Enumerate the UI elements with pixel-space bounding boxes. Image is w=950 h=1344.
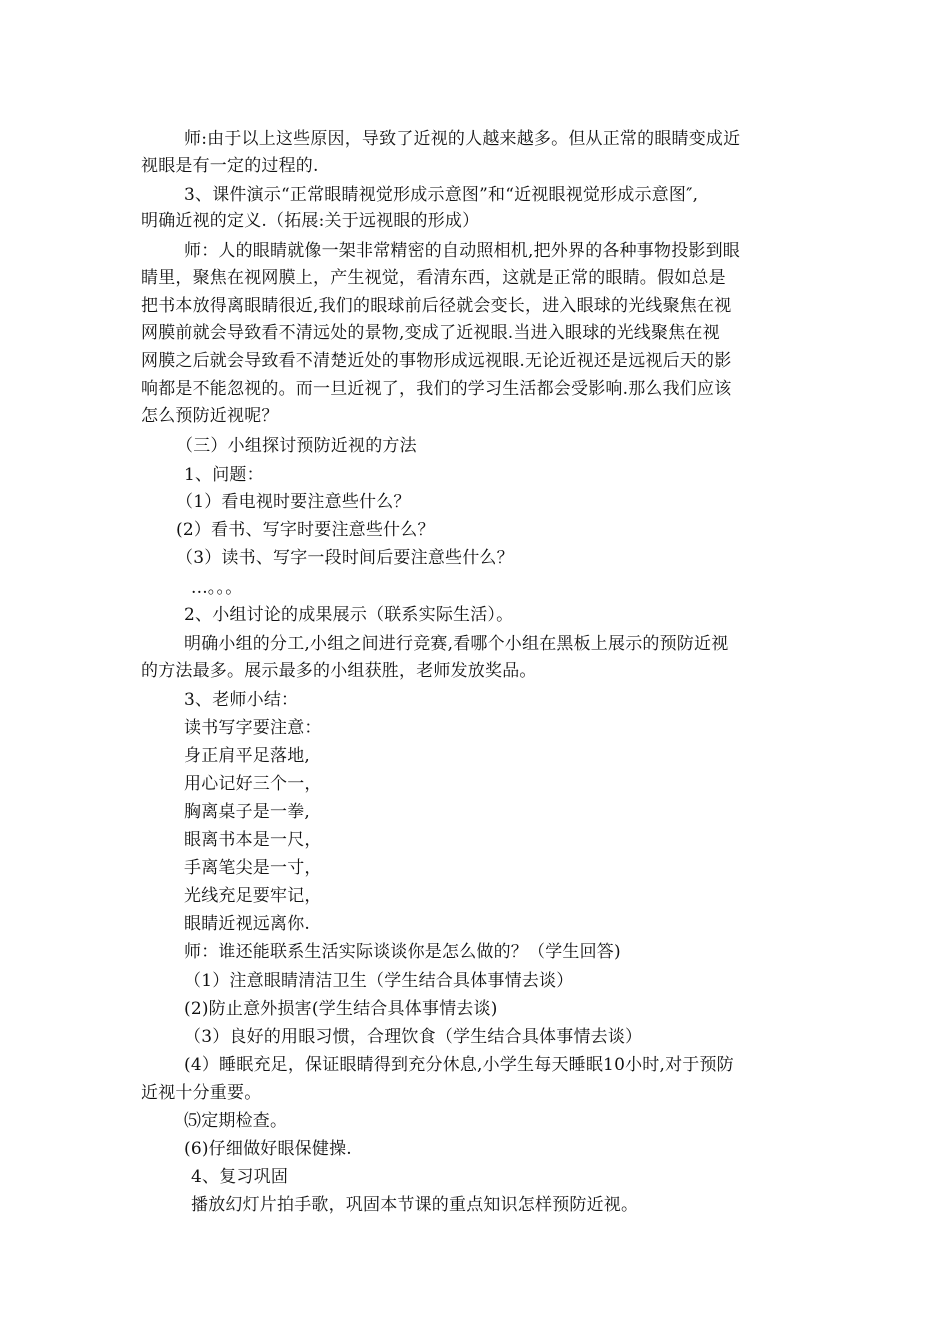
section-heading: （三）小组探讨预防近视的方法	[176, 436, 417, 456]
list-item: ⑸定期检查。	[184, 1111, 288, 1131]
list-item: (2）看书、写字时要注意些什么？	[176, 520, 435, 540]
list-item: (2)防止意外损害(学生结合具体事情去谈)	[184, 999, 498, 1019]
rhyme-line: 光线充足要牢记，	[184, 886, 322, 906]
rhyme-line: 胸离桌子是一拳,	[184, 802, 311, 822]
rhyme-line: 读书写字要注意：	[184, 718, 322, 738]
ellipsis-line: ...。。。	[191, 578, 243, 598]
text-line: 师：谁还能联系生活实际谈谈你是怎么做的？（学生回答)	[184, 942, 621, 962]
text-line: 2、小组讨论的成果展示（联系实际生活）。	[184, 605, 514, 625]
list-item: (4）睡眠充足，保证眼睛得到充分休息,小学生每天睡眠10小时,对于预防	[184, 1055, 734, 1075]
text-line: 怎么预防近视呢？	[141, 406, 279, 426]
text-line: 明确小组的分工,小组之间进行竞赛,看哪个小组在黑板上展示的预防近视	[184, 634, 729, 654]
text-line: 睛里，聚焦在视网膜上，产生视觉，看清东西，这就是正常的眼睛。假如总是	[141, 268, 726, 288]
text-line: 的方法最多。展示最多的小组获胜，老师发放奖品。	[141, 661, 537, 681]
rhyme-line: 身正肩平足落地,	[184, 746, 311, 766]
text-line: 网膜之后就会导致看不清楚近处的事物形成远视眼.无论近视还是远视后天的影	[141, 351, 732, 371]
text-line: 4、复习巩固	[191, 1167, 289, 1187]
list-item: （1）注意眼睛清洁卫生（学生结合具体事情去谈）	[184, 971, 574, 991]
text-line: 1、问题：	[184, 465, 264, 485]
text-line: 师:由于以上这些原因，导致了近视的人越来越多。但从正常的眼睛变成近	[184, 129, 741, 149]
list-item: （3）良好的用眼习惯，合理饮食（学生结合具体事情去谈）	[184, 1027, 643, 1047]
text-line: 把书本放得离眼睛很近,我们的眼球前后径就会变长，进入眼球的光线聚焦在视	[141, 296, 732, 316]
text-line: 师：人的眼睛就像一架非常精密的自动照相机,把外界的各种事物投影到眼	[184, 241, 741, 261]
text-line: 近视十分重要。	[141, 1083, 262, 1103]
rhyme-line: 眼离书本是一尺，	[184, 830, 322, 850]
text-line: 3、老师小结：	[184, 690, 299, 710]
rhyme-line: 用心记好三个一，	[184, 774, 322, 794]
rhyme-line: 眼睛近视远离你.	[184, 914, 311, 934]
text-line: 播放幻灯片拍手歌，巩固本节课的重点知识怎样预防近视。	[191, 1195, 639, 1215]
list-item: （1）看电视时要注意些什么？	[176, 492, 411, 512]
rhyme-line: 手离笔尖是一寸，	[184, 858, 322, 878]
text-line: 明确近视的定义.（拓展:关于远视眼的形成）	[141, 211, 480, 231]
text-line: 视眼是有一定的过程的.	[141, 156, 319, 176]
text-line: 网膜前就会导致看不清远处的景物,变成了近视眼.当进入眼球的光线聚焦在视	[141, 323, 720, 343]
text-line: 响都是不能忽视的。而一旦近视了，我们的学习生活都会受影响.那么我们应该	[141, 379, 732, 399]
list-item: （3）读书、写字一段时间后要注意些什么？	[176, 548, 514, 568]
text-line: 3、课件演示“正常眼睛视觉形成示意图”和“近视眼视觉形成示意图″,	[184, 185, 699, 205]
list-item: (6)仔细做好眼保健操.	[184, 1139, 352, 1159]
